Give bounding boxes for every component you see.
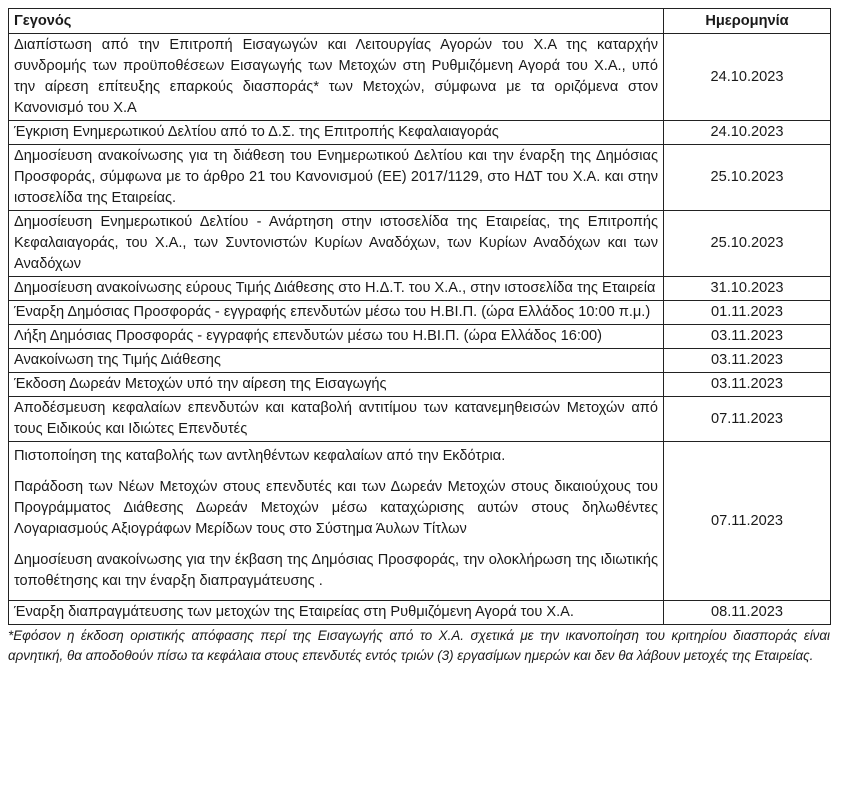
event-text: Δημοσίευση Ενημερωτικού Δελτίου - Ανάρτηση στην ιστοσελίδα της Εταιρείας, της Επιτροπής Κεφαλαιαγοράς, του Χ.Α., των Συντονιστών Κυρίων Αναδόχων, των Κυρίων Αναδόχων και των Αναδόχων [14,214,658,272]
event-text: Έγκριση Ενημερωτικού Δελτίου από το Δ.Σ. της Επιτροπής Κεφαλαιαγοράς [14,124,499,140]
date-cell: 08.11.2023 [664,601,831,625]
event-text: Λήξη Δημόσιας Προσφοράς - εγγραφής επενδυτών μέσω του Η.ΒΙ.Π. (ώρα Ελλάδος 16:00) [14,328,602,344]
table-header-row [9,9,831,34]
date-cell: 01.11.2023 [664,301,831,325]
table-row [9,121,831,145]
event-cell [9,121,664,145]
event-text: Δημοσίευση ανακοίνωσης για την έκβαση της Δημόσιας Προσφοράς, την ολοκλήρωση της ιδιωτικής τοποθέτησης και την έναρξη διαπραγμάτευσης . [14,552,658,589]
header-event: Γεγονός [9,9,664,34]
event-cell [9,301,664,325]
date-cell: 25.10.2023 [664,145,831,211]
table-row [9,145,831,211]
event-cell [9,397,664,442]
event-text: Παράδοση των Νέων Μετοχών στους επενδυτές και των Δωρεάν Μετοχών στους δικαιούχους του Προγράμματος Διάθεσης Δωρεάν Μετοχών μέσω καταχώρισης αυτών στους δηλωθέντες Λογαριασμούς Αξιογράφων Μερίδων τους στο Σύστημα Άυλων Τίτλων [14,479,658,537]
event-text: Έκδοση Δωρεάν Μετοχών υπό την αίρεση της Εισαγωγής [14,376,387,392]
event-cell [9,325,664,349]
event-text: Έναρξη Δημόσιας Προσφοράς - εγγραφής επενδυτών μέσω του Η.ΒΙ.Π. (ώρα Ελλάδος 10:00 π.μ.) [14,304,651,320]
event-text: Έναρξη διαπραγμάτευσης των μετοχών της Εταιρείας στη Ρυθμιζόμενη Αγορά του Χ.Α. [14,604,574,620]
table-row [9,373,831,397]
table-row [9,349,831,373]
date-cell: 03.11.2023 [664,349,831,373]
table-row [9,601,831,625]
event-cell [9,373,664,397]
table-body [9,34,831,625]
footnote: *Εφόσον η έκδοση οριστικής απόφασης περί της Εισαγωγής από το Χ.Α. σχετικά με την ικανοποίηση του κριτηρίου διασποράς είναι αρνητική, θα αποδοθούν πίσω τα κεφάλαια στους επενδυτές εντός τριών (3) εργασίμων ημερών και δεν θα λάβουν μετοχές της Εταιρείας. [8,628,830,663]
date-cell: 03.11.2023 [664,325,831,349]
date-cell: 07.11.2023 [664,397,831,442]
event-cell [9,349,664,373]
table-row [9,277,831,301]
date-cell: 31.10.2023 [664,277,831,301]
timetable-table [8,8,831,625]
event-text: Πιστοποίηση της καταβολής των αντληθέντων κεφαλαίων από την Εκδότρια. [14,448,506,464]
date-cell: 24.10.2023 [664,34,831,121]
event-text: Δημοσίευση ανακοίνωσης εύρους Τιμής Διάθεσης στο Η.Δ.Τ. του Χ.Α., στην ιστοσελίδα της Εταιρεία [14,280,656,296]
event-cell [9,442,664,601]
event-cell [9,145,664,211]
date-cell: 25.10.2023 [664,211,831,277]
date-cell: 07.11.2023 [664,442,831,601]
date-cell: 03.11.2023 [664,373,831,397]
event-text: Δημοσίευση ανακοίνωσης για τη διάθεση του Ενημερωτικού Δελτίου και την έναρξη της Δημόσιας Προσφοράς, σύμφωνα με το άρθρο 21 του Κανονισμού (ΕΕ) 2017/1129, στο ΗΔΤ του Χ.Α. και στην ιστοσελίδα της Εταιρείας. [14,148,658,206]
event-cell [9,34,664,121]
event-cell [9,601,664,625]
event-cell [9,277,664,301]
event-text: Αποδέσμευση κεφαλαίων επενδυτών και καταβολή αντιτίμου των κατανεμηθεισών Μετοχών από τους Ειδικούς και Ιδιώτες Επενδυτές [14,400,658,437]
table-row [9,442,831,601]
header-date: Ημερομηνία [664,9,831,34]
table-row [9,34,831,121]
table-row [9,211,831,277]
event-cell [9,211,664,277]
event-text: Διαπίστωση από την Επιτροπή Εισαγωγών και Λειτουργίας Αγορών του Χ.Α της καταρχήν συνδρομής των προϋποθέσεων Εισαγωγής των Μετοχών στη Ρυθμιζόμενη Αγορά του Χ.Α., υπό την αίρεση επίτευξης επαρκούς διασποράς* των Μετοχών, σύμφωνα με τα οριζόμενα στον Κανονισμό του Χ.Α [14,37,658,116]
timetable-document [8,8,830,666]
table-row [9,325,831,349]
table-row [9,301,831,325]
table-row [9,397,831,442]
date-cell: 24.10.2023 [664,121,831,145]
event-text: Ανακοίνωση της Τιμής Διάθεσης [14,352,221,368]
